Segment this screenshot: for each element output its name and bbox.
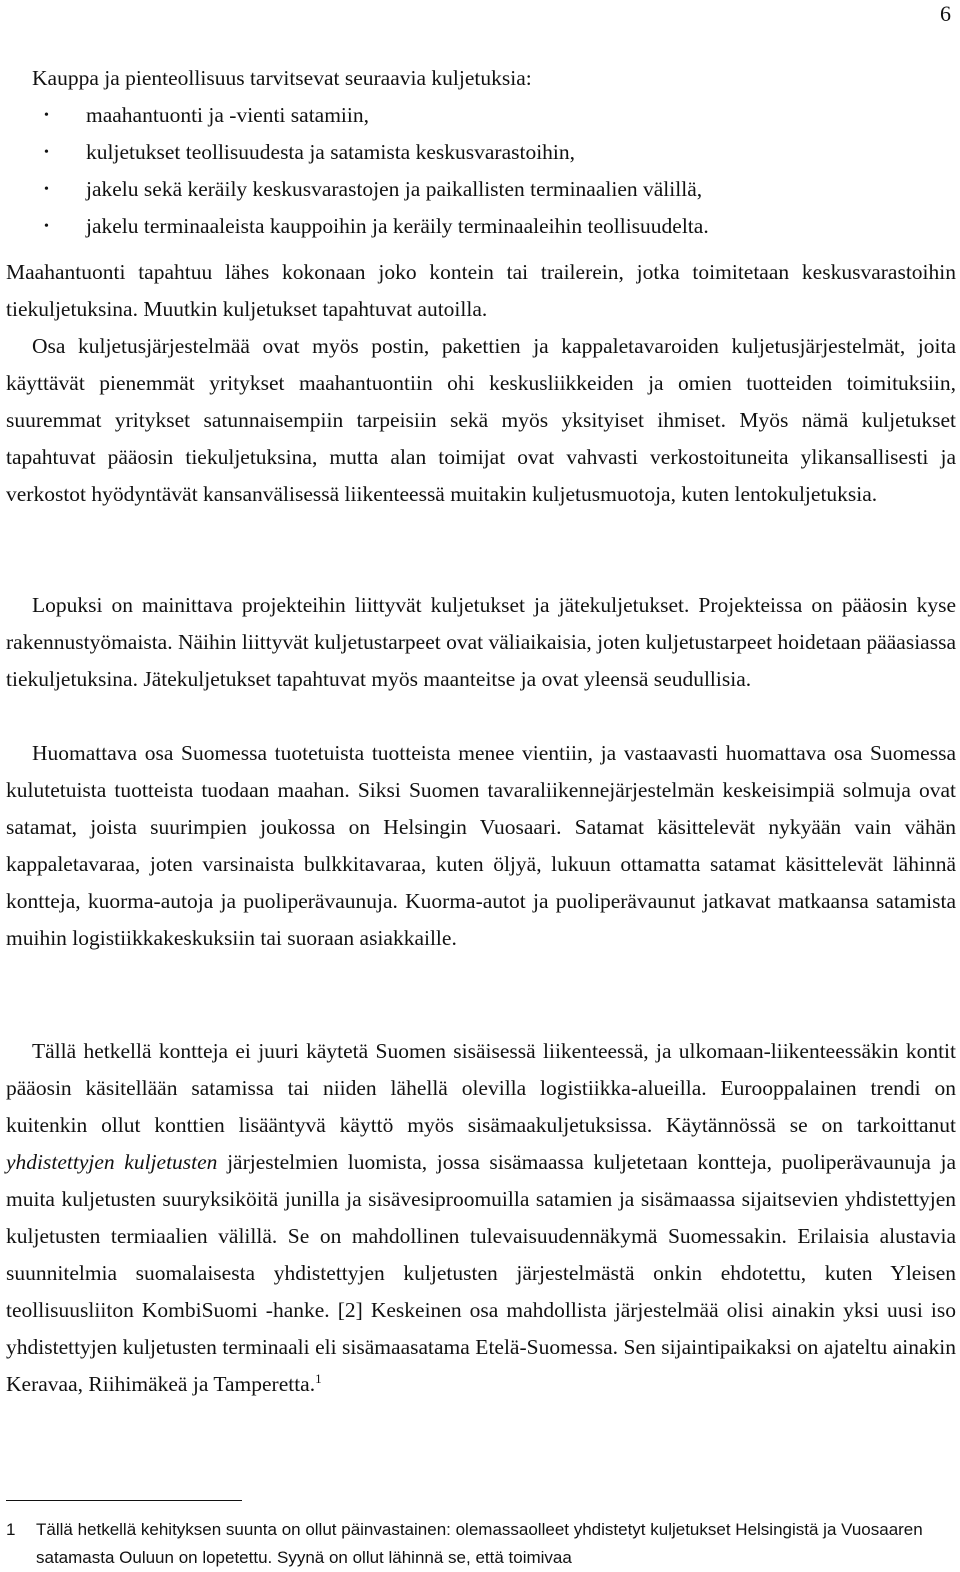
list-item-text: maahantuonti ja -vienti satamiin, (86, 103, 370, 127)
paragraph-projects (6, 587, 956, 698)
list-item (0, 134, 709, 171)
footnote-number: 1 (6, 1520, 16, 1539)
paragraph-projects-text: Lopuksi on mainittava projekteihin liittyvät kuljetukset ja jätekuljetukset. Projekteissa on pääosin kyse rakennustyömaista. Näihin liittyvät kuljetustarpeet ovat väliaikaisia, joten kuljetustarpeet hoidetaan pääasiassa tiekuljetuksina. Jätekuljetukset tapahtuvat myös maanteitse ja ovat yleensä seudullisia. (6, 593, 956, 691)
footnote-ref[interactable]: 1 (315, 1370, 322, 1386)
bullet-icon: • (44, 145, 49, 160)
list-item-text: jakelu sekä keräily keskusvarastojen ja paikallisten terminaalien välillä, (86, 177, 703, 201)
list-item (0, 97, 709, 134)
bullet-icon: • (44, 182, 49, 197)
bullet-icon: • (44, 108, 49, 123)
list-item-text: jakelu terminaaleista kauppoihin ja keräily terminaaleihin teollisuudelta. (86, 214, 709, 238)
list-item-text: kuljetukset teollisuudesta ja satamista keskusvarastoihin, (86, 140, 576, 164)
bullet-list (0, 97, 709, 245)
list-item (0, 171, 709, 208)
paragraph-containers-text-b: järjestelmien luomista, jossa sisämaassa kuljetetaan kontteja, puoliperävaunuja ja muita kuljetusten suuryksiköitä junilla ja sisävesiproomuilla satamien ja sisämaassa sijaitsevien yhdistettyjen kuljetusten termiaalien välillä. Se on mahdollinen tulevaisuudennäkymä Suomessakin. Erilaisia alustavia suunnitelmia suomalaisesta yhdistettyjen kuljetusten järjestelmästä onkin ehdotettu, kuten Yleisen teollisuusliiton KombiSuomi -hanke. [2] Keskeinen osa mahdollista järjestelmää olisi ainakin yksi uusi iso yhdistettyjen kuljetusten terminaali eli sisämaasatama Etelä-Suomessa. Sen sijaintipaikaksi on ajateltu ainakin Keravaa, Riihimäkeä ja Tamperetta. (6, 1150, 957, 1396)
paragraph-imports: Maahantuonti tapahtuu lähes kokonaan joko kontein tai trailerein, jotka toimitetaan keskusvarastoihin tiekuljetuksina. Muutkin kuljetukset tapahtuvat autoilla. (6, 260, 956, 321)
footnote (6, 1516, 956, 1572)
emphasis-term: yhdistettyjen kuljetusten (6, 1150, 218, 1174)
bullet-icon: • (44, 219, 49, 234)
footnote-divider (6, 1500, 242, 1501)
paragraph-containers-text-a: Tällä hetkellä kontteja ei juuri käytetä Suomen sisäisessä liikenteessä, ja ulkomaan-liikenteessäkin kontit pääosin käsitellään satamissa tai niiden lähellä olevilla logistiikka-alueilla. Eurooppalainen trendi on kuitenkin ollut konttien lisääntyvä käyttö myös sisämaakuljetuksissa. Käytännössä se on tarkoittanut (6, 1039, 956, 1137)
paragraph-postal (6, 328, 956, 513)
intro-text: Kauppa ja pienteollisuus tarvitsevat seuraavia kuljetuksia: (32, 66, 532, 90)
footnote-text: Tällä hetkellä kehityksen suunta on ollut päinvastainen: olemassaolleet yhdistetyt kuljetukset Helsingistä ja Vuosaaren satamasta Ouluun on lopetettu. Syynä on ollut lähinnä se, että toimivaa (36, 1520, 923, 1567)
paragraph-containers (6, 1033, 956, 1403)
list-item (0, 208, 709, 245)
paragraph-postal-text: Osa kuljetusjärjestelmää ovat myös postin, pakettien ja kappaletavaroiden kuljetusjärjestelmät, joita käyttävät pienemmät yritykset maahantuontiin ohi keskusliikkeiden ja omien tuotteiden toimituksiin, suuremmat yritykset satunnaisempiin tarpeisiin sekä myös yksityiset ihmiset. Myös nämä kuljetukset tapahtuvat pääosin tiekuljetuksina, mutta alan toimijat ovat vahvasti verkostoituneita ylikansallisesti ja verkostot hyödyntävät kansanvälisessä liikenteessä muitakin kuljetusmuotoja, kuten lentokuljetuksia. (6, 334, 956, 506)
paragraph-exports-text: Huomattava osa Suomessa tuotetuista tuotteista menee vientiin, ja vastaavasti huomattava osa Suomessa kulutetuista tuotteista tuodaan maahan. Siksi Suomen tavaraliikennejärjestelmän keskeisimpiä solmuja ovat satamat, joista suurimpien joukossa on Helsingin Vuosaari. Satamat käsittelevät nykyään vain vähän kappaletavaraa, joten varsinaista bulkkitavaraa, kuten öljyä, lukuun ottamatta satamat käsittelevät lähinnä kontteja, kuorma-autoja ja puoliperävaunuja. Kuorma-autot ja puoliperävaunut jatkavat matkaansa satamista muihin logistiikkakeskuksiin tai suoraan asiakkaille. (6, 741, 956, 950)
page-number: 6 (940, 1, 951, 26)
paragraph-exports (6, 735, 956, 957)
